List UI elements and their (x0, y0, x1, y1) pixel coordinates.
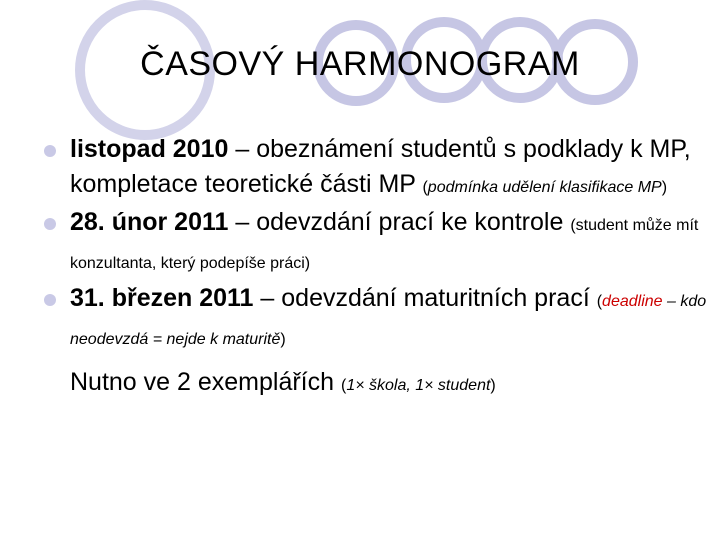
bullet-3-text: – odevzdání maturitních prací (253, 284, 597, 312)
extra-note-open: ( (340, 377, 347, 394)
extra-note-close: ) (490, 377, 496, 394)
bullet-1-text: – obeznámení studentů s podklady k MP, kompletace teoretické části MP (70, 135, 691, 198)
bullet-list (44, 132, 714, 403)
bullet-3-note: – kdo neodevzdá = nejde k maturitě (70, 293, 707, 348)
bullet-1-note-open: ( (422, 179, 428, 196)
extra-note-detail: 1× škola, 1× student (346, 377, 491, 394)
deadline-label: deadline (602, 293, 663, 310)
bullet-3-note-open: ( (596, 293, 603, 310)
bullet-item-1 (44, 132, 714, 205)
bullet-item-2 (44, 205, 714, 281)
bullet-2-date: 28. únor 2011 (70, 208, 229, 236)
bullet-icon (44, 145, 56, 157)
bullet-2-text: – odevzdání prací ke kontrole (228, 208, 571, 236)
bullet-icon (44, 294, 56, 306)
bullet-3-note-close: ) (280, 331, 286, 348)
bullet-1-note-close: ) (661, 179, 668, 196)
bullet-1-date: listopad 2010 (70, 135, 229, 163)
extra-text: Nutno ve 2 exemplářích (70, 368, 341, 396)
bullet-icon (44, 218, 56, 230)
bullet-3-date: 31. březen 2011 (70, 284, 254, 312)
slide-title: ČASOVÝ HARMONOGRAM (140, 45, 580, 83)
bullet-2-note: (student může mít konzultanta, který podepíše práci) (70, 217, 699, 272)
extra-note (44, 365, 714, 403)
bullet-item-3 (44, 281, 714, 357)
bullet-1-note: podmínka udělení klasifikace MP (427, 179, 662, 196)
